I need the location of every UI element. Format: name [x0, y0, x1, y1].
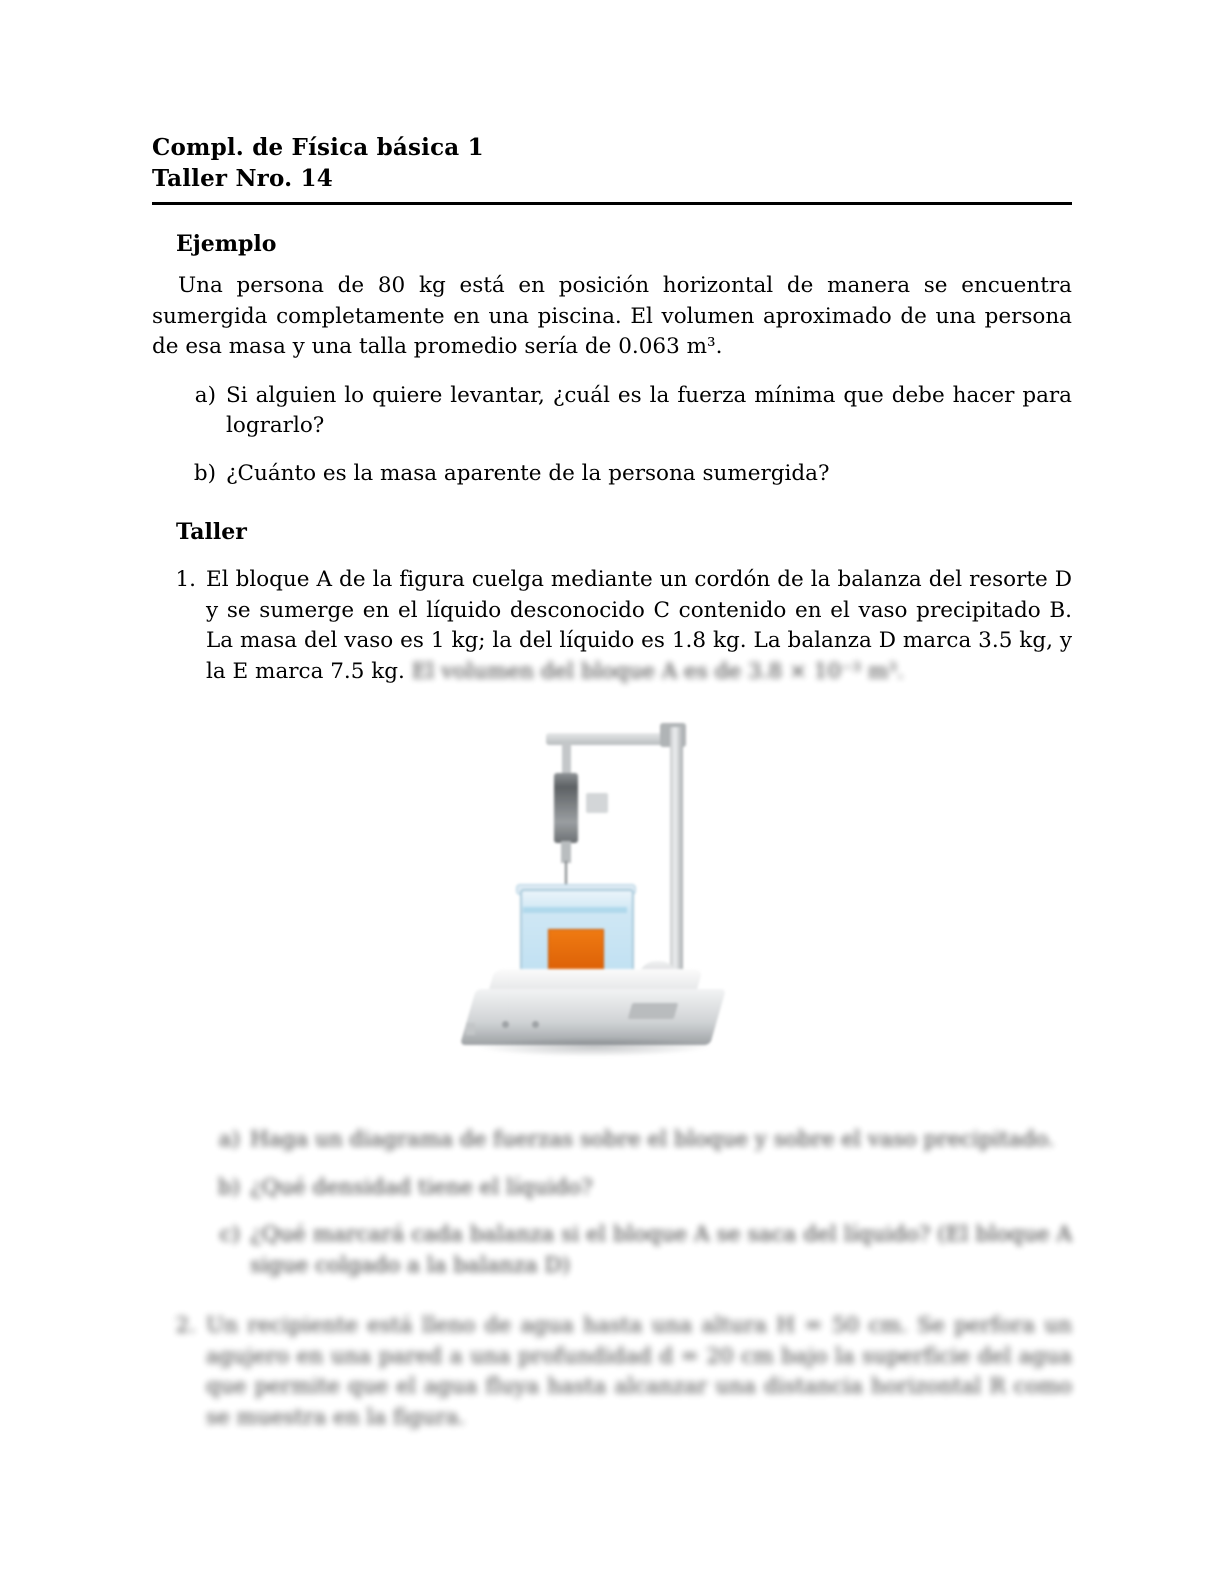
list-item-text: Haga un diagrama de fuerzas sobre el bloque y sobre el vaso precipitado.	[250, 1127, 1055, 1153]
spring-balance-rod	[562, 743, 571, 777]
liquid-surface	[523, 907, 627, 913]
list-item-marker: 2.	[175, 1313, 196, 1339]
stand-post	[670, 727, 683, 989]
balance-side-tag	[466, 1023, 475, 1035]
list-item-marker: b)	[217, 1174, 240, 1200]
taller-item-1-subitems	[152, 1125, 1072, 1281]
list-item-text: Si alguien lo quiere levantar, ¿cuál es la fuerza mínima que debe hacer para lograrlo?	[226, 382, 1072, 439]
list-item	[200, 1173, 1072, 1204]
list-item-marker: 1.	[175, 567, 196, 593]
spring-balance-dial	[586, 793, 608, 813]
section-title-taller: Taller	[176, 519, 247, 546]
taller-item-2	[152, 1311, 1072, 1433]
header-title-line2: Taller Nro. 14	[152, 165, 333, 193]
document-header	[152, 132, 1072, 205]
list-item	[172, 381, 1072, 442]
header-divider	[152, 202, 1072, 205]
list-item-marker: c)	[219, 1222, 240, 1248]
taller-item-1	[152, 565, 1072, 687]
list-item-text: ¿Qué densidad tiene el líquido?	[250, 1174, 593, 1200]
list-item	[172, 459, 1072, 490]
list-item-text: ¿Cuánto es la masa aparente de la persona sumergida?	[226, 460, 830, 486]
figure-container	[152, 721, 1072, 1091]
spring-balance-tip	[561, 841, 571, 863]
list-item-text: Un recipiente está lleno de agua hasta una altura H = 50 cm. Se perfora un agujero en una pared a una profundidad d = 20 cm bajo la superficie del agua que permite que el agua fluya hasta alcanzar una distancia horizontal R como se muestra en la figura.	[206, 1313, 1072, 1430]
platform-balance-display	[628, 1003, 679, 1019]
example-item-list	[152, 381, 1072, 490]
header-title-line1: Compl. de Física básica 1	[152, 134, 484, 161]
list-item	[200, 1125, 1072, 1156]
lab-apparatus-figure	[462, 721, 762, 1091]
list-item-marker: b)	[193, 460, 216, 486]
list-item-text: El bloque A de la figura cuelga mediante un cordón de la balanza del resorte D y se sumerge en el líquido desconocido C contenido en el vaso precipitado B. La masa del vaso es 1 kg; la del líquido es 1.8 kg. La balanza D marca 3.5 kg, y la E marca 7.5 kg. El volumen del bloque A es de 3.8 × 10⁻³ m³.	[206, 567, 1072, 684]
list-item-text: ¿Qué marcará cada balanza si el bloque A se saca del líquido? (El bloque A sigue colgado a la balanza D)	[250, 1222, 1072, 1278]
example-paragraph: Una persona de 80 kg está en posición horizontal de manera se encuentra sumergida completamente en una piscina. El volumen aproximado de una persona de esa masa y una talla promedio sería de 0.063 m³.	[152, 273, 1072, 360]
figure-shadow	[473, 1037, 715, 1057]
spring-balance-body	[554, 773, 578, 843]
list-item-marker: a)	[194, 382, 216, 408]
list-item-marker: a)	[218, 1127, 240, 1153]
page-content	[152, 132, 1072, 1433]
section-title-ejemplo: Ejemplo	[176, 231, 277, 258]
list-item	[200, 1220, 1072, 1281]
